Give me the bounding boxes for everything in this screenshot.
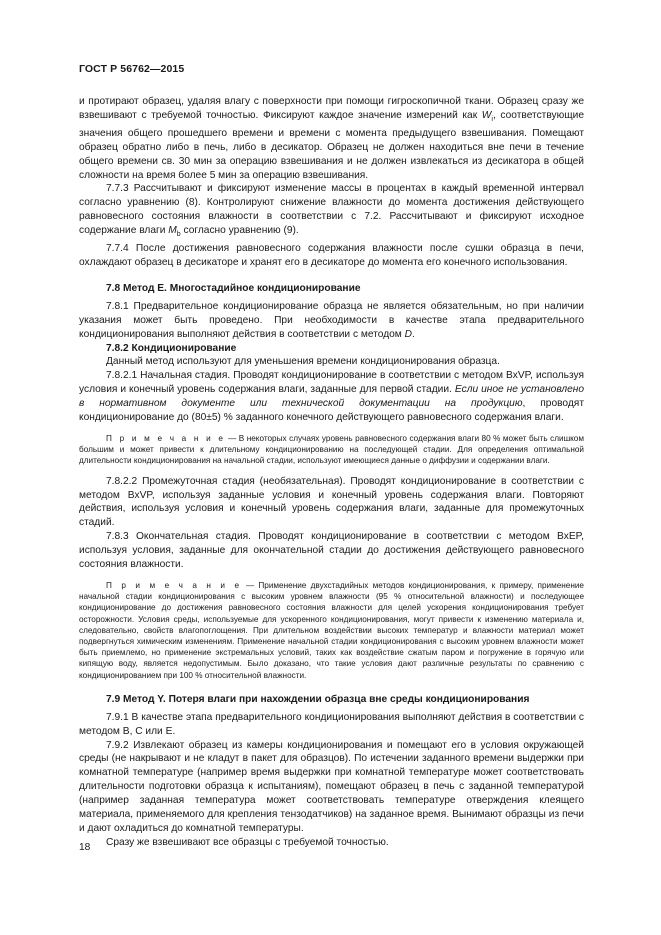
note-2: П р и м е ч а н и е — Применение двухстадийных методов кондиционирования, к примеру, применение начальной стадии кондиционирования с высоким уровнем влажности (95 % относительной влажности) и последующее кондиционирование до достижения равновесного состояния влажности для целей ускорения кондиционирования требует осторожности. Условия среды, используемые для ускоренного кондиционирования, могут привести к изменению материала и, следовательно, свойств влагопоглощения. При длительном воздействии высоких температур и влажности материал может подвергнуться химическим изменениям. Применение начальной стадии кондиционирования с высоким уровнем влажности может быть приемлемо, но применение экстремальных условий, таких как воздействие сжатым паром и погружение в горячую или кипящую воду, является недопустимым. Было доказано, что такие условия дают различные результаты по сравнению с кондиционированием при 100 % относительной влажности. <box>79 580 584 680</box>
paragraph-7-8-2-1: 7.8.2.1 Начальная стадия. Проводят кондиционирование в соответствии с методом BxVP, используя условия и конечный уровень содержания влаги, заданные для первой стадии. Если иное не установлено в нормативном документе или технической документации на продукцию, проводят кондиционирование до (80±5) % заданного конечного действующего равновесного содержания влаги. <box>79 370 585 424</box>
heading-7-8: 7.8 Метод E. Многостадийное кондиционирование <box>106 282 361 294</box>
variable-w: W <box>481 109 492 121</box>
paragraph-7-8-2-2: 7.8.2.2 Промежуточная стадия (необязательная). Проводят кондиционирование в соответствии с методом BxVP, используя заданные условия и конечный уровень содержания влаги. Повторяют действия, используя условия и конечный уровень содержания влаги, заданные для промежуточных стадий. <box>79 475 584 529</box>
paragraph-7-7-3: 7.7.3 Рассчитывают и фиксируют изменение массы в процентах в каждый временной интервал согласно уравнению (8). Контролируют снижение влажности до момента достижения действующего равновесного состояния влажности в соответствии с 7.2. Рассчитывают и фиксируют исходное содержание влаги $M_b$ согласно уравнению (9). <box>79 183 584 239</box>
variable-d: D <box>404 328 413 340</box>
subscript-b: b <box>176 231 181 239</box>
note-1: П р и м е ч а н и е — В некоторых случаях уровень равновесного содержания влаги 80 % может быть слишком большим и может привести к длительному кондиционированию на последующей стадии. Для определения оптимальной длительности кондиционирования на начальной стадии, используют имеющиеся данные о диффузии и содержании влаги. <box>79 434 584 466</box>
paragraph-7-7-4: 7.7.4 После достижения равновесного содержания влажности после сушки образца в печи, охлаждают образец в десикаторе и хранят его в десикаторе до момента его конечного использования. <box>79 243 584 269</box>
paragraph-7-9-2: 7.9.2 Извлекают образец из камеры кондиционирования и помещают его в условия окружающей среды (не накрывают и не кладут в пакет для образцов). По истечении заданного времени выдержки при комнатной температуре (например время выдержки при комнатной температуре может соответствовать длительности подготовки образца к испытаниям), помещают образец в печь с заданной температурой (например заданная температура может соответствовать температуре отверждения клеящего материала, применяемого для крепления тензодатчиков) на заданное время. Вынимают образцы из печи и дают охладиться до комнатной температуры. <box>79 739 584 834</box>
document-body <box>79 95 584 850</box>
paragraph-7-8-1: 7.8.1 Предварительное кондиционирование образца не является обязательным, но при наличии указания может быть проведено. При необходимости в качестве этапа предварительного кондиционирования выполняют действия в соответствии с методом D. <box>79 300 584 340</box>
document-header: ГОСТ Р 56762—2015 <box>79 63 185 75</box>
paragraph-7-8-3: 7.8.3 Окончательная стадия. Проводят кондиционирование в соответствии с методом BxEP, используя условия, заданные для окончательной стадии до достижения действующего равновесного состояния влажности. <box>79 531 584 571</box>
note-label: П р и м е ч а н и е <box>106 580 242 590</box>
paragraph-7-9-3: Сразу же взвешивают все образцы с требуемой точностью. <box>106 836 389 848</box>
page-number: 18 <box>79 842 91 853</box>
heading-7-8-2: 7.8.2 Кондиционирование <box>106 342 237 354</box>
note-label: П р и м е ч а н и е <box>106 434 226 443</box>
paragraph-continuation: и протирают образец, удаляя влагу с поверхности при помощи гигроскопичной ткани. Образец сразу же взвешивают с требуемой точностью. Фиксируют каждое значение измерений как $W_i$, соответствующие значения общего прошедшего времени и времени с момента предыдущего взвешивания. Помещают образец обратно либо в печь, либо в десикатор. Образец не должен находиться вне печи в течение общего времени св. 30 мин за операцию взвешивания и не должен извлекаться из десикатора в общей сложности на время более 5 мин за операцию взвешивания. <box>79 96 584 181</box>
variable-m: M <box>168 225 177 237</box>
italic-clause: Если иное не установлено в нормативном документе или технической документации на продукцию <box>79 384 585 410</box>
heading-7-9: 7.9 Метод Y. Потеря влаги при нахождении образца вне среды кондиционирования <box>106 693 530 705</box>
paragraph-7-9-1: 7.9.1 В качестве этапа предварительного кондиционирования выполняют действия в соответствии с методом B, C или E. <box>79 711 584 737</box>
subscript-i: i <box>491 115 493 123</box>
paragraph-7-8-2: Данный метод используют для уменьшения времени кондиционирования образца. <box>106 356 500 368</box>
